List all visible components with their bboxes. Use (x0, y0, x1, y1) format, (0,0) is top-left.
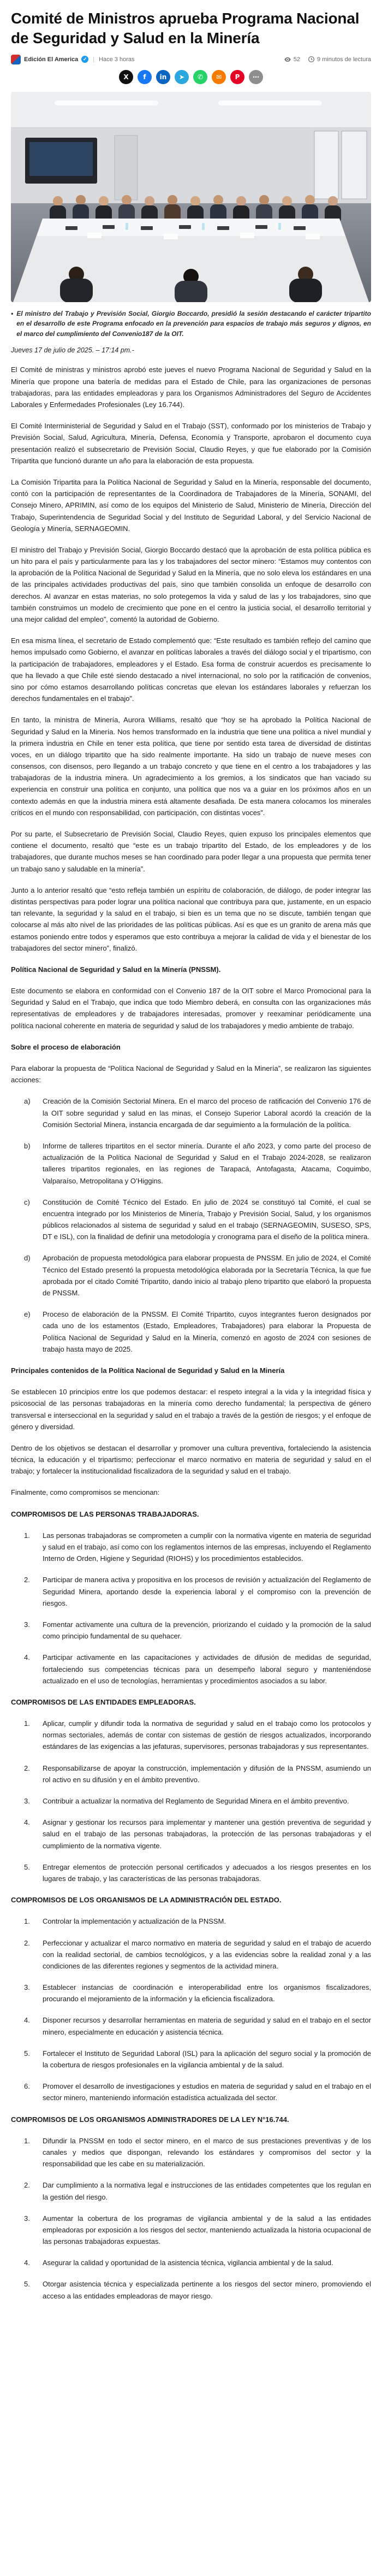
list-item (11, 2257, 371, 2268)
list-item-marker: 3. (24, 1983, 30, 1992)
list-item (11, 1095, 371, 1130)
list-item-text: Dar cumplimiento a la normativa legal e instrucciones de las entidades competentes que los regulan en la gestión del riesgo. (43, 2181, 371, 2201)
list-item-text: Las personas trabajadoras se comprometen a cumplir con la normativa vigente en materia de seguridad y salud en el trabajo, así como con los reglamentos internos de las empresas, incluyendo el Reglamento Interno de Orden, Higiene y Seguridad (RIOHS) y los procedimientos establecidos. (43, 1531, 371, 1563)
list-item-text: Otorgar asistencia técnica y especializada pertinente a los riesgos del sector minero, promoviendo el acceso a las entidades empleadoras de mayor riesgo. (43, 2280, 371, 2300)
list-item-text: Difundir la PNSSM en todo el sector minero, en el marco de sus prestaciones preventivas y de los canales y medios que dispongan, relevando los estándares y compromisos del sector y la responsabilidad que les cabe en su materialización. (43, 2136, 371, 2168)
section-heading: COMPROMISOS DE LOS ORGANISMOS DE LA ADMINISTRACIÓN DEL ESTADO. (11, 1896, 282, 1905)
list-item-text: Aplicar, cumplir y difundir toda la normativa de seguridad y salud en el trabajo como los protocolos y normas sectoriales, además de contar con sistemas de gestión de riesgos actualizados, incorporando estándares de las exigencias a las jefaturas, supervisores, personas trabajadoras y sus representantes. (43, 1719, 371, 1751)
list-item-marker: e) (24, 1310, 31, 1319)
list-item (11, 1574, 371, 1609)
list-item (11, 2213, 371, 2248)
list-item (11, 1652, 371, 1687)
x-twitter-share-button[interactable]: X (119, 70, 133, 84)
list-item-marker: 4. (24, 1653, 30, 1662)
list-item-text: Participar activamente en las capacitaciones y actividades de difusión de medidas de seguridad, fortaleciendo sus competencias técnicas para un desempeño laboral seguro y manteniéndose actualizado en el uso de tecnologías, herramientas y procedimientos asociados a su labor. (43, 1653, 371, 1685)
list-item (11, 1308, 371, 1355)
list-item-text: Aumentar la cobertura de los programas de vigilancia ambiental y de la salud a las entidades empleadoras por exposición a los riesgos del sector, manteniendo actualizada la historia ocupacional de las personas trabajadoras expuestas. (43, 2214, 371, 2246)
list-item-text: Proceso de elaboración de la PNSSM. El Comité Tripartito, cuyos integrantes fueron designados por cada uno de los estamentos (Estado, Empleadores, Trabajadores) para elaborar la Propuesta de Política Nacional de Seguridad y Salud en la Minería, comenzó en agosto de 2024 con sesiones de trabajo hasta mayo de 2025. (43, 1310, 371, 1353)
list-item-text: Asegurar la calidad y oportunidad de la asistencia técnica, vigilancia ambiental y de la salud. (43, 2259, 333, 2267)
list-item-marker: 6. (24, 2082, 30, 2091)
list-item-text: Creación de la Comisión Sectorial Minera. En el marco del proceso de ratificación del Convenio 176 de la OIT sobre seguridad y salud en las minas, el Consejo Superior Laboral acordó la creación de la Comisión Sectorial Minera, instancia encargada de dar seguimiento a la formulación de la política. (43, 1097, 371, 1129)
list-item-marker: d) (24, 1254, 31, 1263)
linkedin-share-button[interactable]: in (156, 70, 170, 84)
list-item-marker: 5. (24, 1862, 30, 1871)
list-item-text: Disponer recursos y desarrollar herramientas en materia de seguridad y salud en el trabajo en el sector minero, especialmente en educación y asistencia técnica. (43, 2016, 371, 2036)
list-item (11, 1619, 371, 1642)
article-paragraph: Por su parte, el Subsecretario de Previsión Social, Claudio Reyes, quien expuso los principales elementos que contiene el documento, resaltó que “este es un trabajo tripartito del Estado, de los empleadores y de los trabajadores, que durante muchos meses se han coordinado para poder llegar a una propuesta que permita tener un trabajo sano y saludable en la minería”. (11, 830, 371, 873)
list-item-text: Aprobación de propuesta metodológica para elaborar propuesta de PNSSM. En julio de 2024, el Comité Técnico del Estado presentó la propuesta metodológica elaborada por la Secretaría Técnica, la que fue aprobada por el citado Comité Tripartito, dando inicio al trabajo pleno tripartito que elaboró la propuesta de PNSSM. (43, 1254, 371, 1297)
list-item-marker: 3. (24, 1620, 30, 1629)
list-item-text: Participar de manera activa y propositiva en los procesos de revisión y actualización del Reglamento de Seguridad Minera, aportando desde la experiencia laboral y el compromiso con la prevención de riesgos. (43, 1576, 371, 1607)
list-item-text: Constitución de Comité Técnico del Estado. En julio de 2024 se constituyó tal Comité, el cual se encuentra integrado por los Ministerios de Minería, Trabajo y Previsión Social, Salud, y los organismos públicos relacionados al sistema de seguridad y salud en el trabajo (SERNAGEOMIN, SUSESO, SPS, DT e ISL), con la finalidad de definir una metodología y cronograma para el diseño de la política minera. (43, 1198, 371, 1241)
read-time-clock-icon (308, 56, 315, 63)
article-metrics (284, 56, 371, 63)
article-paragraph: En esa misma línea, el secretario de Estado complementó que: “Este resultado es también reflejo del camino que hemos impulsado como Gobierno, el avanzar en políticas laborales a través del diálogo social y el tripartismo, con la participación de trabajadores, empleadores y el Estado. Esa forma de construir acuerdos es precisamente lo que ha llevado a que Chile esté siendo destacado a nivel internacional, no solo por la ratificación de convenios, sino por cómo estamos desarrollando políticas concretas que elevan los estándares laborales y refuerzan los derechos fundamentales en el trabajo”. (11, 636, 371, 703)
photo-caption-text: El ministro del Trabajo y Previsión Social, Giorgio Boccardo, presidió la sesión destacando el carácter tripartito en el desarrollo de este Programa enfocado en la prevención para espacios de trabajo más seguros y dignos, en el marco del cumplimiento del Convenio187 de la OIT. (16, 309, 371, 338)
facebook-share-button[interactable]: f (138, 70, 152, 84)
list-item-marker: 2. (24, 2181, 30, 2190)
list-item-marker: 4. (24, 2016, 30, 2025)
list-item-marker: 3. (24, 1797, 30, 1805)
list-item-marker: 2. (24, 1576, 30, 1584)
list-item-marker: 4. (24, 2259, 30, 2267)
views-count: 52 (293, 56, 300, 63)
list-item (11, 1861, 371, 1884)
list-item-marker: 1. (24, 2136, 30, 2145)
article-body (11, 364, 371, 2301)
list-item-marker: 1. (24, 1719, 30, 1728)
list-item (11, 1937, 371, 1972)
list-item-marker: 5. (24, 2049, 30, 2058)
dateline: Jueves 17 de julio de 2025. – 17:14 pm.- (11, 346, 134, 355)
list-item-text: Perfeccionar y actualizar el marco normativo en materia de seguridad y salud en el trabajo de acuerdo con la realidad sectorial, de cambios tecnológicos, y a las evidencias sobre la realidad zonal y a las condiciones de las diferentes regiones y segmentos de la actividad minera. (43, 1938, 371, 1970)
verified-badge-icon: ✓ (81, 56, 88, 63)
article-paragraph: En tanto, la ministra de Minería, Aurora Williams, resaltó que “hoy se ha aprobado la Política Nacional de Seguridad y Salud en la Minería. Nos hemos transformado en la industria que tiene una política a nivel mundial y la primera industria en Chile en tener esta política, que tiene por sentido esta tarea de diversidad de distintas voces, en un diálogo tripartito que ha sido realmente importante. Ha sido un trabajo de nueve meses con consensos, con disensos, pero llegando a un trabajo concreto y que tiene en el centro a los trabajadores y las trabajadoras de la industria minera. Un agradecimiento a los gremios, a los sindicatos que han vaciado su experiencia en construir una política en conjunto, una política que nos va a guiar en los próximos años en un contexto además en que la industria minera está altamente desafiada. De esta manera colocamos los minerales críticos en el mundo con responsabilidad, con participación, con distintas voces”. (11, 716, 371, 817)
article-photo (11, 92, 371, 302)
list-item-text: Asignar y gestionar los recursos para implementar y mantener una gestión preventiva de seguridad y salud en el trabajo de las personas trabajadoras, la protección de las personas trabajadoras y el cumplimiento de la normativa vigente. (43, 1818, 371, 1850)
list-item-marker: 1. (24, 1531, 30, 1540)
list-item-marker: 2. (24, 1938, 30, 1947)
section-heading: Política Nacional de Seguridad y Salud en la Minería (PNSSM). (11, 965, 221, 974)
list-item-text: Informe de talleres tripartitos en el sector minería. Durante el año 2023, y como parte del proceso de actualización de la Política Nacional de Seguridad y Salud en el Trabajo 2024-2028, se realizaron talleres tripartitos regionales, en las regiones de Tarapacá, Antofagasta, Atacama, Coquimbo, Valparaíso, Metropolitana y O’Higgins. (43, 1141, 371, 1185)
article-title: Comité de Ministros aprueba Programa Nacional de Seguridad y Salud en la Minería (11, 10, 360, 46)
caption-bullet-icon: • (11, 309, 14, 317)
list-item-marker: 2. (24, 1764, 30, 1772)
list-item-marker: 1. (24, 1917, 30, 1926)
source-name[interactable]: Edición El America (24, 56, 79, 63)
list-item (11, 2278, 371, 2301)
list-item (11, 1795, 371, 1807)
section-heading: Principales contenidos de la Política Nacional de Seguridad y Salud en la Minería (11, 1366, 285, 1375)
list-item-text: Establecer instancias de coordinación e interoperabilidad entre los organismos fiscalizadores, procurando el mejoramiento de la información y la eficiencia fiscalizadora. (43, 1983, 371, 2003)
email-share-button[interactable]: ✉ (212, 70, 226, 84)
list-item (11, 2080, 371, 2103)
whatsapp-share-button[interactable]: ✆ (193, 70, 207, 84)
telegram-share-button[interactable]: ➤ (175, 70, 189, 84)
article-paragraph: Dentro de los objetivos se destacan el desarrollar y promover una cultura preventiva, fortaleciendo la asistencia técnica, la educación y el tripartismo; perfeccionar el marco normativo en materia de seguridad y salud en el trabajo; y fortalecer la institucionalidad fiscalizadora de la seguridad y salud en el trabajo. (11, 1443, 371, 1476)
list-item (11, 2135, 371, 2170)
list-item-text: Responsabilizarse de apoyar la construcción, implementación y difusión de la PNSSM, asumiendo un rol activo en su difusión y en el ámbito preventivo. (43, 1764, 371, 1784)
section-heading: COMPROMISOS DE LAS ENTIDADES EMPLEADORAS. (11, 1697, 196, 1706)
read-time-metric (308, 56, 371, 63)
time-ago-label: Hace 3 horas (99, 56, 135, 63)
list-item-text: Promover el desarrollo de investigaciones y estudios en materia de seguridad y salud en el trabajo en el sector minero, manteniendo información estadística actualizada del sector. (43, 2082, 371, 2102)
article-paragraph: Junto a lo anterior resaltó que “esto refleja también un espíritu de colaboración, de diálogo, de poder integrar las distintas perspectivas para poder lograr una política nacional que contribuya para que, justamente, en un espacio tan relevante, la seguridad y la salud en el trabajo, si bien es un tema que no se discute, también tengan que colocarse al más alto nivel de las prioridades de las políticas públicas. Así es que es un granito de arena más que estamos poniendo entre todos y esperamos que esto contribuya a mejorar la calidad de vida y el bienestar de los trabajadores del sector minero”, finalizó. (11, 886, 371, 952)
pinterest-share-button[interactable]: P (230, 70, 244, 84)
list-item-text: Controlar la implementación y actualización de la PNSSM. (43, 1917, 226, 1926)
article-paragraph: Este documento se elabora en conformidad con el Convenio 187 de la OIT sobre el Marco Promocional para la Seguridad y Salud en el Trabajo, que indica que todo Miembro deberá, en consulta con las organizaciones más representativas de empleadores y de trabajadores interesadas, promover y reexaminar periódicamente una política nacional coherente en materia de seguridad y salud de los trabajadores y medio ambiente de trabajo. (11, 987, 371, 1030)
list-item (11, 1196, 371, 1243)
list-item-marker: b) (24, 1141, 31, 1150)
list-item (11, 2048, 371, 2071)
list-item-marker: 3. (24, 2214, 30, 2223)
section-heading: COMPROMISOS DE LAS PERSONAS TRABAJADORAS. (11, 1510, 199, 1518)
section-heading: COMPROMISOS DE LOS ORGANISMOS ADMINISTRADORES DE LA LEY N°16.744. (11, 2115, 289, 2124)
byline-source-group[interactable] (11, 55, 135, 64)
list-item-marker: a) (24, 1097, 31, 1106)
source-logo-icon (11, 55, 21, 64)
views-eye-icon (284, 56, 291, 63)
byline-row (11, 55, 371, 64)
share-buttons-row (11, 70, 371, 84)
article-paragraph: El ministro del Trabajo y Previsión Social, Giorgio Boccardo destacó que la aprobación de esta política pública es un hito para el país y particularmente para las y los trabajadores del sector minero: “Estamos muy contentos con la aprobación de la Política Nacional de Seguridad y Salud en la Minería, que no solo eleva los estándares en una de las principales actividades productivas del país, sino que también consolida un enfoque de desarrollo con derechos. Al avanzar en estas materias, no solo protegemos la vida y salud de las y los trabajadores, sino que también construimos un modelo de crecimiento que pone en el centro la justicia social, el desarrollo territorial y una mejor calidad del empleo”, comentó la autoridad de Gobierno. (11, 545, 371, 623)
list-item (11, 1140, 371, 1187)
list-item (11, 2179, 371, 2202)
list-item (11, 1915, 371, 1927)
article-paragraph: El Comité Interministerial de Seguridad y Salud en el Trabajo (SST), conformado por los ministerios de Trabajo y Previsión Social, Salud, Agricultura, Minería, Defensa, Economía y Transporte, aprobaron el documento cuya presentación realizó el subsecretario de Previsión Social, Claudio Reyes, y que fue elaborado por la Comisión Tripartita que funcionó durante un año para la elaboración de esta propuesta. (11, 422, 371, 465)
list-item (11, 1718, 371, 1753)
share-more-share-button[interactable]: ⋯ (249, 70, 263, 84)
list-item-marker: c) (24, 1198, 30, 1206)
list-item-text: Fomentar activamente una cultura de la prevención, priorizando el cuidado y la promoción de la salud como principio fundamental de su quehacer. (43, 1620, 371, 1641)
meeting-photo-illustration (11, 92, 371, 302)
section-heading: Sobre el proceso de elaboración (11, 1042, 121, 1051)
list-item-text: Fortalecer el Instituto de Seguridad Laboral (ISL) para la aplicación del seguro social y la promoción de la cobertura de riesgos profesionales en la vigilancia ambiental y de la salud. (43, 2049, 371, 2069)
article-paragraph: Para elaborar la propuesta de “Política Nacional de Seguridad y Salud en la Minería”, se realizaron las siguientes acciones: (11, 1064, 371, 1084)
article-paragraph: Se establecen 10 principios entre los que podemos destacar: el respeto integral a la vida y la integridad física y psicosocial de las personas trabajadoras en la minería como derecho fundamental; la perspectiva de género transversal e interseccional en la seguridad y salud en el trabajo a través de la gestión de riesgos; y el enfoque de género y diversidad. (11, 1388, 371, 1431)
views-metric (284, 56, 300, 63)
photo-caption (11, 309, 371, 339)
list-item (11, 2014, 371, 2037)
list-item (11, 1530, 371, 1565)
list-item-marker: 5. (24, 2280, 30, 2289)
article-paragraph: La Comisión Tripartita para la Política Nacional de Seguridad y Salud en la Minería, responsable del documento, contó con la participación de representantes de la Coordinadora de Trabajadores de la Minería, SONAMI, del Consejo Minero, APRIMIN, así como de los equipos del Ministerio de Salud, Ministerio de Minería, Dirección del Trabajo, Superintendencia de Seguridad Social y del Instituto de Seguridad Laboral, y del Servicio Nacional de Geología y Minería, SERNAGEOMIN. (11, 478, 371, 533)
article-paragraph: El Comité de ministras y ministros aprobó este jueves el nuevo Programa Nacional de Seguridad y Salud en la Minería que propone una batería de medidas para el Estado de Chile, para las organizaciones de personas trabajadoras, para las entidades empleadoras y para los Organismos Administradores del Seguro de Accidentes Laborales y Enfermedades Profesionales (Ley 16.744). (11, 366, 371, 409)
byline-separator: | (93, 56, 95, 63)
article-paragraph: Finalmente, como compromisos se mencionan: (11, 1488, 160, 1497)
read-time-label: 9 minutos de lectura (317, 56, 371, 63)
list-item-text: Entregar elementos de protección personal certificados y adecuados a los riesgos presentes en los lugares de trabajo, y las características de las personas trabajadoras. (43, 1862, 371, 1883)
list-item (11, 1762, 371, 1785)
list-item-text: Contribuir a actualizar la normativa del Reglamento de Seguridad Minera en el ámbito preventivo. (43, 1797, 349, 1805)
list-item-marker: 4. (24, 1818, 30, 1827)
list-item (11, 1982, 371, 2005)
list-item (11, 1817, 371, 1852)
list-item (11, 1252, 371, 1299)
